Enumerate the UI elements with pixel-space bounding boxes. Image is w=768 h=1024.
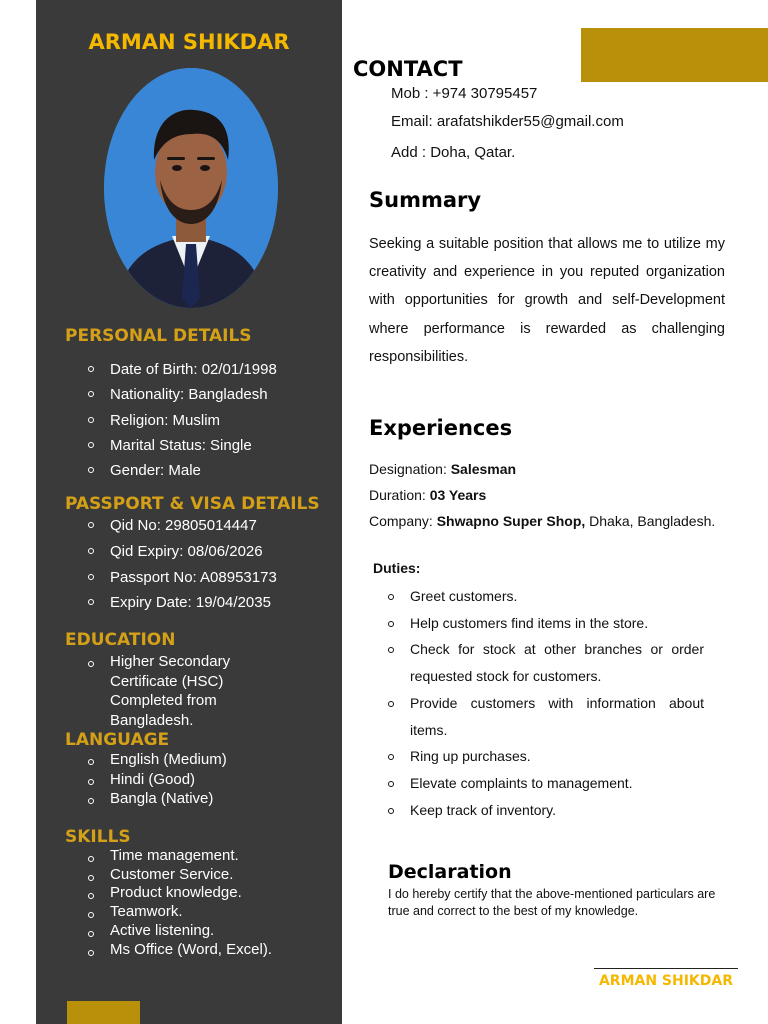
skills-list	[86, 847, 272, 959]
declaration-text: I do hereby certify that the above-mentioned particulars are true and correct to the best of my knowledge.	[388, 887, 716, 918]
contact-email: Email: arafatshikder55@gmail.com	[391, 113, 624, 130]
designation-label: Designation:	[369, 461, 451, 477]
duties-list	[386, 583, 704, 823]
list-item	[86, 382, 277, 407]
list-item: Active listening.	[86, 922, 272, 941]
list-item	[86, 357, 277, 382]
declaration-heading: Declaration	[388, 861, 512, 883]
profile-portrait-image	[104, 68, 278, 308]
language-list	[86, 750, 227, 809]
list-item: Greet customers.	[386, 583, 704, 610]
detail-label: Passport No	[110, 568, 193, 586]
detail-label: Expiry Date	[110, 594, 188, 612]
duties-heading: Duties:	[373, 560, 421, 576]
company-label: Company:	[369, 513, 437, 529]
list-item	[86, 433, 277, 458]
summary-heading: Summary	[369, 188, 482, 212]
detail-label: Religion	[110, 411, 165, 429]
list-item: Ring up purchases.	[386, 743, 704, 770]
list-item	[86, 539, 277, 565]
experience-duration	[369, 487, 486, 503]
list-item: Check for stock at other branches or order requested stock for customers.	[386, 636, 704, 689]
list-item	[86, 408, 277, 433]
list-item: Higher Secondary Certificate (HSC) Completed from Bangladesh.	[86, 652, 296, 730]
language-heading: LANGUAGE	[65, 730, 170, 750]
duration-label: Duration:	[369, 487, 430, 503]
list-item	[86, 513, 277, 539]
detail-value: : Bangladesh	[180, 386, 268, 404]
signature-line	[594, 968, 738, 969]
contact-mobile: Mob : +974 30795457	[391, 85, 538, 102]
detail-value: : A08953173	[192, 568, 277, 586]
education-heading: EDUCATION	[65, 630, 176, 650]
list-item	[86, 458, 277, 483]
detail-label: Qid Expiry	[110, 542, 180, 560]
list-item: Hindi (Good)	[86, 770, 227, 790]
list-item: Teamwork.	[86, 903, 272, 922]
education-list	[86, 652, 296, 730]
list-item: Bangla (Native)	[86, 789, 227, 809]
list-item: Provide customers with information about items.	[386, 690, 704, 743]
skills-heading: SKILLS	[65, 827, 131, 847]
contact-heading: CONTACT	[353, 57, 463, 81]
detail-value: : 29805014447	[156, 517, 257, 534]
sidebar-name: ARMAN SHIKDAR	[88, 30, 290, 54]
experience-company	[369, 513, 715, 529]
detail-value: : Muslim	[164, 411, 221, 429]
list-item: Customer Service.	[86, 866, 272, 885]
experiences-heading: Experiences	[369, 416, 513, 440]
duration-value: 03 Years	[429, 487, 487, 503]
detail-label: Gender	[110, 462, 161, 480]
list-item: Elevate complaints to management.	[386, 770, 704, 797]
contact-address: Add : Doha, Qatar.	[391, 144, 516, 161]
summary-text: Seeking a suitable position that allows me to utilize my creativity and experience in you reputed organization with opportunities for growth and self-Development where performance is rewarded as challenging responsibilities.	[369, 236, 725, 365]
list-item	[86, 565, 277, 591]
detail-label: Qid No	[110, 517, 157, 534]
detail-label: Date of Birth	[110, 361, 194, 378]
detail-value: : Male	[160, 462, 201, 480]
decorative-gold-bar-bottom	[67, 1001, 140, 1024]
designation-value: Salesman	[450, 461, 517, 477]
profile-photo	[104, 68, 278, 308]
detail-value: : 08/06/2026	[179, 542, 263, 560]
detail-label: Nationality	[110, 386, 181, 404]
list-item: Ms Office (Word, Excel).	[86, 941, 272, 960]
detail-label: Marital Status	[110, 436, 202, 454]
sidebar	[36, 0, 342, 1024]
decorative-gold-bar-top	[581, 28, 768, 82]
detail-value: : 19/04/2035	[187, 594, 271, 612]
personal-details-heading: PERSONAL DETAILS	[65, 326, 252, 346]
detail-value: : 02/01/1998	[193, 361, 277, 378]
company-location: Dhaka, Bangladesh.	[585, 513, 716, 529]
passport-visa-heading: PASSPORT & VISA DETAILS	[65, 494, 320, 514]
detail-value: : Single	[201, 436, 252, 454]
list-item: Help customers find items in the store.	[386, 610, 704, 637]
passport-visa-list	[86, 513, 277, 616]
personal-details-list	[86, 357, 277, 483]
signature-name: ARMAN SHIKDAR	[598, 973, 734, 989]
company-name: Shwapno Super Shop,	[436, 513, 586, 529]
list-item: English (Medium)	[86, 750, 227, 770]
list-item: Time management.	[86, 847, 272, 866]
experience-designation	[369, 461, 516, 477]
list-item: Product knowledge.	[86, 884, 272, 903]
list-item	[86, 590, 277, 616]
list-item: Keep track of inventory.	[386, 797, 704, 824]
